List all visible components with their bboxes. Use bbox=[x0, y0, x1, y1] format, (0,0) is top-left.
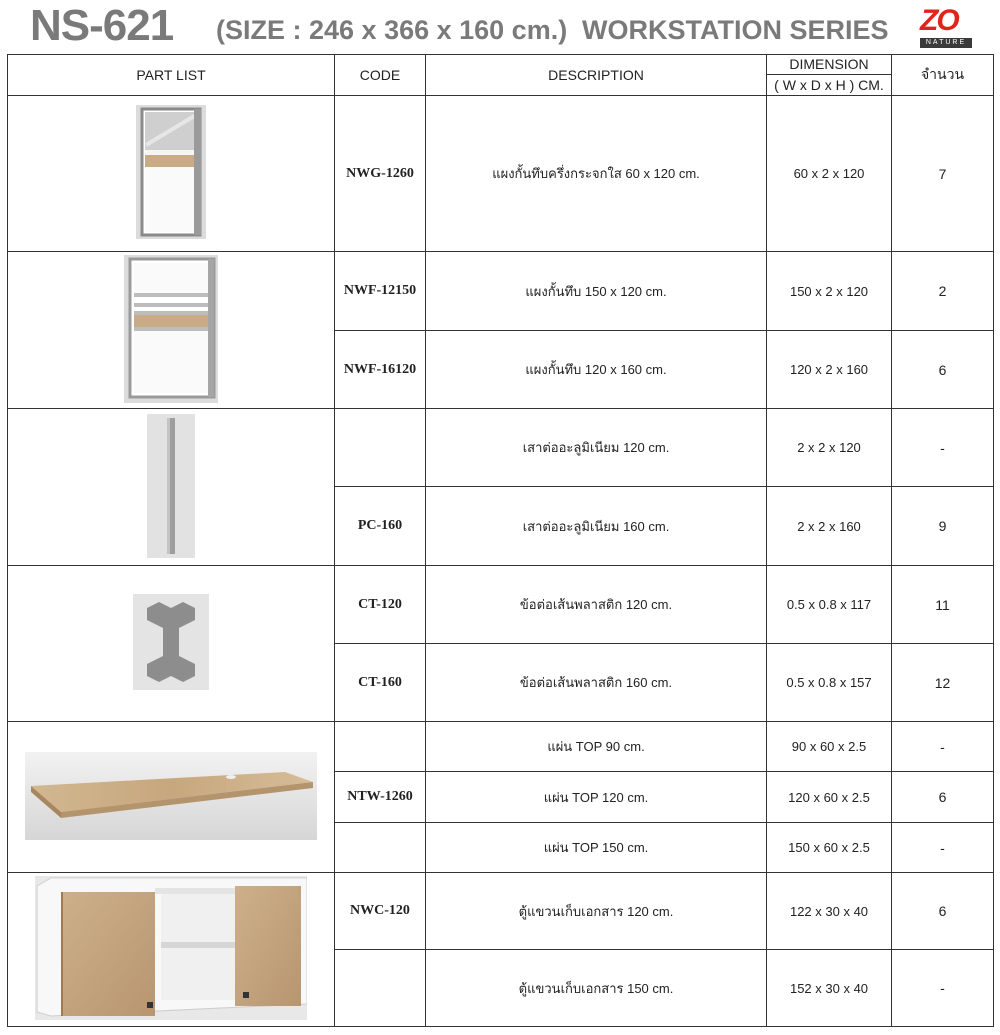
parts-table bbox=[7, 54, 994, 1027]
part-description: แผ่น TOP 150 cm. bbox=[426, 823, 767, 873]
table-row bbox=[8, 566, 994, 644]
glass-panel-image bbox=[136, 105, 206, 239]
part-qty: 6 bbox=[892, 873, 994, 950]
col-header-part-list: PART LIST bbox=[8, 55, 335, 96]
part-qty: 11 bbox=[892, 566, 994, 644]
brand-logo bbox=[920, 4, 972, 48]
part-description: เสาต่ออะลูมิเนียม 120 cm. bbox=[426, 409, 767, 487]
part-qty: 9 bbox=[892, 487, 994, 566]
part-dimension: 152 x 30 x 40 bbox=[767, 950, 892, 1027]
desk-top-image bbox=[25, 752, 317, 840]
part-code: NWF-12150 bbox=[335, 252, 426, 331]
plastic-connector-image bbox=[133, 594, 209, 690]
part-image-desk-top bbox=[8, 722, 335, 873]
dimension-unit: ( W x D x H ) CM. bbox=[774, 77, 884, 93]
part-description: แผงกั้นทึบ 150 x 120 cm. bbox=[426, 252, 767, 331]
part-code: NWF-16120 bbox=[335, 331, 426, 409]
part-qty: - bbox=[892, 409, 994, 487]
part-description: แผ่น TOP 90 cm. bbox=[426, 722, 767, 772]
part-image-solid-panel bbox=[8, 252, 335, 409]
table-row bbox=[8, 722, 994, 772]
part-description: แผงกั้นทึบ 120 x 160 cm. bbox=[426, 331, 767, 409]
table-row bbox=[8, 873, 994, 950]
series-title: WORKSTATION SERIES bbox=[582, 15, 889, 45]
part-image-glass-panel bbox=[8, 96, 335, 252]
dimension-title: DIMENSION bbox=[767, 55, 891, 75]
part-description: ข้อต่อเส้นพลาสติก 120 cm. bbox=[426, 566, 767, 644]
part-dimension: 150 x 2 x 120 bbox=[767, 252, 892, 331]
part-code: PC-160 bbox=[335, 487, 426, 566]
part-description: ข้อต่อเส้นพลาสติก 160 cm. bbox=[426, 644, 767, 722]
logo-main-text: ZO bbox=[920, 4, 958, 37]
size-label: (SIZE : 246 x 366 x 160 cm.) bbox=[216, 15, 568, 45]
model-number: NS-621 bbox=[30, 1, 174, 50]
part-dimension: 122 x 30 x 40 bbox=[767, 873, 892, 950]
col-header-description: DESCRIPTION bbox=[426, 55, 767, 96]
part-description: แผ่น TOP 120 cm. bbox=[426, 772, 767, 823]
part-code bbox=[335, 409, 426, 487]
part-description: ตู้แขวนเก็บเอกสาร 150 cm. bbox=[426, 950, 767, 1027]
page-header bbox=[0, 0, 1000, 52]
part-code: CT-120 bbox=[335, 566, 426, 644]
part-qty: - bbox=[892, 823, 994, 873]
part-dimension: 120 x 2 x 160 bbox=[767, 331, 892, 409]
part-qty: - bbox=[892, 950, 994, 1027]
solid-panel-image bbox=[124, 255, 218, 403]
part-dimension: 2 x 2 x 160 bbox=[767, 487, 892, 566]
hanging-cabinet-image bbox=[35, 876, 307, 1020]
aluminium-post-image bbox=[147, 414, 195, 558]
table-row bbox=[8, 252, 994, 331]
table-row bbox=[8, 409, 994, 487]
part-description: แผงกั้นทึบครึ่งกระจกใส 60 x 120 cm. bbox=[426, 96, 767, 252]
col-header-code: CODE bbox=[335, 55, 426, 96]
part-code bbox=[335, 722, 426, 772]
part-qty: 2 bbox=[892, 252, 994, 331]
part-dimension: 0.5 x 0.8 x 157 bbox=[767, 644, 892, 722]
part-description: ตู้แขวนเก็บเอกสาร 120 cm. bbox=[426, 873, 767, 950]
table-header-row bbox=[8, 55, 994, 96]
part-image-hanging-cabinet bbox=[8, 873, 335, 1027]
part-code bbox=[335, 950, 426, 1027]
part-image-plastic-connector bbox=[8, 566, 335, 722]
logo-sub-text: NATURE bbox=[920, 38, 972, 48]
part-image-aluminium-post bbox=[8, 409, 335, 566]
part-description: เสาต่ออะลูมิเนียม 160 cm. bbox=[426, 487, 767, 566]
part-qty: 6 bbox=[892, 772, 994, 823]
part-dimension: 60 x 2 x 120 bbox=[767, 96, 892, 252]
part-qty: 7 bbox=[892, 96, 994, 252]
part-qty: 6 bbox=[892, 331, 994, 409]
part-dimension: 120 x 60 x 2.5 bbox=[767, 772, 892, 823]
part-code: NWG-1260 bbox=[335, 96, 426, 252]
col-header-dimension bbox=[767, 55, 892, 96]
part-code: NWC-120 bbox=[335, 873, 426, 950]
table-row bbox=[8, 96, 994, 252]
part-dimension: 150 x 60 x 2.5 bbox=[767, 823, 892, 873]
part-dimension: 90 x 60 x 2.5 bbox=[767, 722, 892, 772]
part-code bbox=[335, 823, 426, 873]
part-code: CT-160 bbox=[335, 644, 426, 722]
part-qty: 12 bbox=[892, 644, 994, 722]
col-header-qty: จำนวน bbox=[892, 55, 994, 96]
part-qty: - bbox=[892, 722, 994, 772]
part-code: NTW-1260 bbox=[335, 772, 426, 823]
part-dimension: 0.5 x 0.8 x 117 bbox=[767, 566, 892, 644]
part-dimension: 2 x 2 x 120 bbox=[767, 409, 892, 487]
